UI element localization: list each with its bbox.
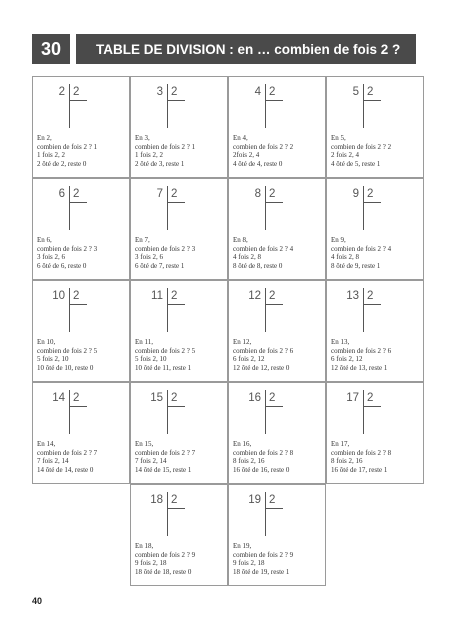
division-bar-vertical [167,186,168,230]
dividend: 4 [254,86,261,98]
explanation-line: En 6, [37,236,52,244]
division-bar-vertical [167,288,168,332]
division-explanation [135,440,227,474]
explanation-line: 2 ôté de 3, reste 1 [135,159,185,168]
divisor: 2 [171,392,178,404]
explanation-line: 4 ôté de 5, reste 1 [331,159,381,168]
division-bar-horizontal [167,508,185,509]
explanation-line: 7 fois 2, 14 [37,457,69,466]
division-explanation [233,440,325,474]
dividend: 6 [58,188,65,200]
divisor: 2 [73,290,80,302]
division-explanation [331,236,423,270]
dividend: 18 [150,494,163,506]
explanation-line: En 5, [331,134,346,142]
divisor: 2 [367,290,374,302]
explanation-line: 1 fois 2, 2 [37,151,65,160]
exercise-number: 30 [32,34,70,64]
explanation-line: combien de fois 2 ? 3 [135,244,196,253]
explanation-line: 8 ôté de 8, reste 0 [233,261,283,270]
explanation-line: combien de fois 2 ? 4 [331,244,392,253]
division-bar-vertical [167,492,168,536]
division-bar-vertical [265,492,266,536]
division-bar-vertical [69,390,70,434]
page-title: TABLE DE DIVISION : en … combien de fois 2 ? [76,34,416,64]
explanation-line: En 10, [37,338,56,346]
division-explanation [233,338,325,372]
explanation-line: 5 fois 2, 10 [135,355,167,364]
explanation-line: combien de fois 2 ? 2 [331,142,392,151]
dividend: 10 [52,290,65,302]
divisor: 2 [269,188,276,200]
explanation-line: 6 fois 2, 12 [233,355,265,364]
explanation-line: 9 fois 2, 18 [233,559,265,568]
explanation-line: 16 ôté de 16, reste 0 [233,465,290,474]
dividend: 8 [254,188,261,200]
division-explanation [135,338,227,372]
division-bar-horizontal [265,202,283,203]
division-bar-vertical [265,288,266,332]
division-cell [228,280,326,382]
division-bar-horizontal [69,304,87,305]
explanation-line: 1 fois 2, 2 [135,151,163,160]
explanation-line: combien de fois 2 ? 1 [135,142,196,151]
explanation-line: En 16, [233,440,252,448]
dividend: 19 [248,494,261,506]
division-cell [228,382,326,484]
division-cell [130,178,228,280]
division-cell [32,76,130,178]
explanation-line: combien de fois 2 ? 7 [135,448,196,457]
explanation-line: En 13, [331,338,350,346]
division-bar-vertical [265,186,266,230]
divisor: 2 [171,494,178,506]
explanation-line: 18 ôté de 19, reste 1 [233,567,290,576]
explanation-line: 14 ôté de 14, reste 0 [37,465,94,474]
explanation-line: 4 fois 2, 8 [331,253,359,262]
explanation-line: 12 ôté de 13, reste 1 [331,363,388,372]
dividend: 12 [248,290,261,302]
division-explanation [331,134,423,168]
explanation-line: 7 fois 2, 14 [135,457,167,466]
divisor: 2 [73,188,80,200]
division-bar-vertical [69,186,70,230]
dividend: 15 [150,392,163,404]
division-bar-horizontal [363,406,381,407]
division-explanation [233,236,325,270]
dividend: 3 [156,86,163,98]
division-cell [326,280,424,382]
explanation-line: combien de fois 2 ? 5 [37,346,98,355]
division-bar-vertical [69,288,70,332]
division-bar-vertical [363,186,364,230]
explanation-line: 12 ôté de 12, reste 0 [233,363,290,372]
divisor: 2 [171,188,178,200]
explanation-line: 4 fois 2, 8 [233,253,261,262]
division-explanation [37,440,129,474]
explanation-line: En 3, [135,134,150,142]
explanation-line: combien de fois 2 ? 6 [331,346,392,355]
explanation-line: 8 fois 2, 16 [233,457,265,466]
division-explanation [37,338,129,372]
division-cell [326,178,424,280]
explanation-line: En 12, [233,338,252,346]
page-number: 40 [32,596,43,606]
division-bar-horizontal [363,202,381,203]
division-bar-horizontal [265,508,283,509]
explanation-line: En 11, [135,338,154,346]
divisor: 2 [269,86,276,98]
explanation-line: combien de fois 2 ? 7 [37,448,98,457]
division-cell [130,382,228,484]
explanation-line: 6 fois 2, 12 [331,355,363,364]
division-bar-horizontal [167,100,185,101]
division-cell [130,76,228,178]
dividend: 13 [346,290,359,302]
divisor: 2 [171,290,178,302]
explanation-line: combien de fois 2 ? 5 [135,346,196,355]
division-bar-horizontal [167,202,185,203]
dividend: 5 [352,86,359,98]
division-cell [326,76,424,178]
division-cell [32,178,130,280]
division-cell [228,484,326,586]
divisor: 2 [73,392,80,404]
dividend: 11 [151,290,163,302]
division-explanation [135,134,227,168]
explanation-line: En 9, [331,236,346,244]
explanation-line: 18 ôté de 18, reste 0 [135,567,192,576]
division-explanation [331,338,423,372]
division-bar-vertical [265,84,266,128]
explanation-line: En 17, [331,440,350,448]
explanation-line: combien de fois 2 ? 3 [37,244,98,253]
division-explanation [135,542,227,576]
division-cell [130,280,228,382]
explanation-line: combien de fois 2 ? 9 [233,550,294,559]
explanation-line: En 15, [135,440,154,448]
division-bar-horizontal [167,406,185,407]
division-bar-horizontal [69,406,87,407]
division-bar-horizontal [167,304,185,305]
division-bar-vertical [363,288,364,332]
division-bar-vertical [167,84,168,128]
divisor: 2 [367,188,374,200]
explanation-line: 2fois 2, 4 [233,151,260,160]
division-cell [32,382,130,484]
division-bar-vertical [69,84,70,128]
dividend: 17 [346,392,359,404]
explanation-line: combien de fois 2 ? 9 [135,550,196,559]
division-bar-vertical [167,390,168,434]
division-explanation [37,236,129,270]
explanation-line: En 18, [135,542,154,550]
division-explanation [233,134,325,168]
explanation-line: 6 ôté de 7, reste 1 [135,261,185,270]
division-bar-vertical [265,390,266,434]
explanation-line: En 7, [135,236,150,244]
divisor: 2 [367,86,374,98]
dividend: 7 [156,188,163,200]
division-bar-horizontal [69,202,87,203]
divisor: 2 [269,290,276,302]
division-bar-vertical [363,84,364,128]
divisor: 2 [367,392,374,404]
explanation-line: 6 ôté de 6, reste 0 [37,261,87,270]
dividend: 2 [58,86,65,98]
explanation-line: 8 ôté de 9, reste 1 [331,261,381,270]
dividend: 16 [248,392,261,404]
division-bar-horizontal [265,406,283,407]
explanation-line: 14 ôté de 15, reste 1 [135,465,192,474]
division-cell [228,178,326,280]
explanation-line: 2 fois 2, 4 [331,151,359,160]
divisor: 2 [269,392,276,404]
divisor: 2 [171,86,178,98]
explanation-line: 2 ôté de 2, reste 0 [37,159,87,168]
explanation-line: combien de fois 2 ? 8 [233,448,294,457]
explanation-line: En 8, [233,236,248,244]
explanation-line: 10 ôté de 10, reste 0 [37,363,94,372]
division-explanation [37,134,129,168]
explanation-line: combien de fois 2 ? 8 [331,448,392,457]
explanation-line: En 2, [37,134,52,142]
explanation-line: 16 ôté de 17, reste 1 [331,465,388,474]
division-cell [130,484,228,586]
explanation-line: 3 fois 2, 6 [135,253,163,262]
explanation-line: En 14, [37,440,56,448]
explanation-line: 3 fois 2, 6 [37,253,65,262]
division-cell [228,76,326,178]
explanation-line: combien de fois 2 ? 1 [37,142,98,151]
division-explanation [331,440,423,474]
division-explanation [233,542,325,576]
explanation-line: 10 ôté de 11, reste 1 [135,363,192,372]
dividend: 9 [352,188,359,200]
explanation-line: 8 fois 2, 16 [331,457,363,466]
division-bar-horizontal [265,100,283,101]
dividend: 14 [52,392,65,404]
explanation-line: combien de fois 2 ? 4 [233,244,294,253]
explanation-line: En 4, [233,134,248,142]
division-bar-horizontal [69,100,87,101]
explanation-line: combien de fois 2 ? 6 [233,346,294,355]
explanation-line: 4 ôté de 4, reste 0 [233,159,283,168]
division-explanation [135,236,227,270]
division-bar-horizontal [363,100,381,101]
divisor: 2 [269,494,276,506]
explanation-line: combien de fois 2 ? 2 [233,142,294,151]
division-bar-horizontal [363,304,381,305]
division-cell [32,280,130,382]
divisor: 2 [73,86,80,98]
division-bar-vertical [363,390,364,434]
explanation-line: En 19, [233,542,252,550]
explanation-line: 5 fois 2, 10 [37,355,69,364]
division-cell [326,382,424,484]
division-bar-horizontal [265,304,283,305]
explanation-line: 9 fois 2, 18 [135,559,167,568]
